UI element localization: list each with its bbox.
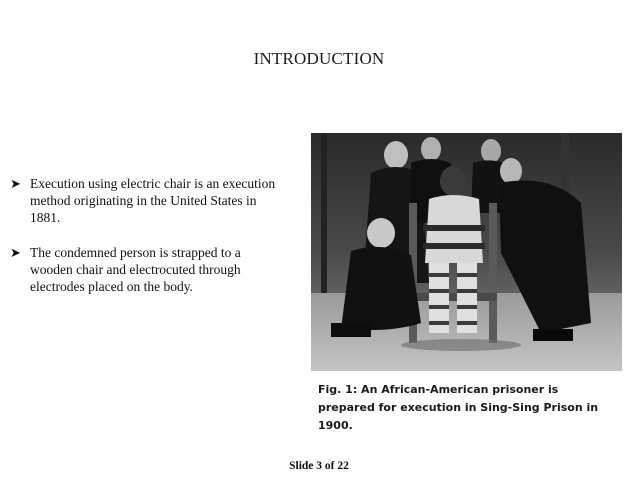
historical-photo: [311, 133, 622, 371]
slide-title: INTRODUCTION: [253, 49, 385, 68]
arrowhead-bullet-icon: ➤: [10, 176, 21, 191]
bullet-item: [10, 244, 280, 295]
photo-caption: Fig. 1: An African-American prisoner is prepared for execution in Sing-Sing Prison in 1900.: [318, 383, 599, 432]
bullet-list: [10, 175, 280, 313]
arrowhead-bullet-icon: ➤: [10, 245, 21, 260]
bullet-item: [10, 175, 280, 226]
bullet-text: The condemned person is strapped to a wooden chair and electrocuted through electrodes placed on the body.: [30, 245, 241, 294]
slide-footer: Slide 3 of 22: [289, 460, 349, 472]
bullet-text: Execution using electric chair is an execution method originating in the United States in 1881.: [30, 176, 276, 225]
